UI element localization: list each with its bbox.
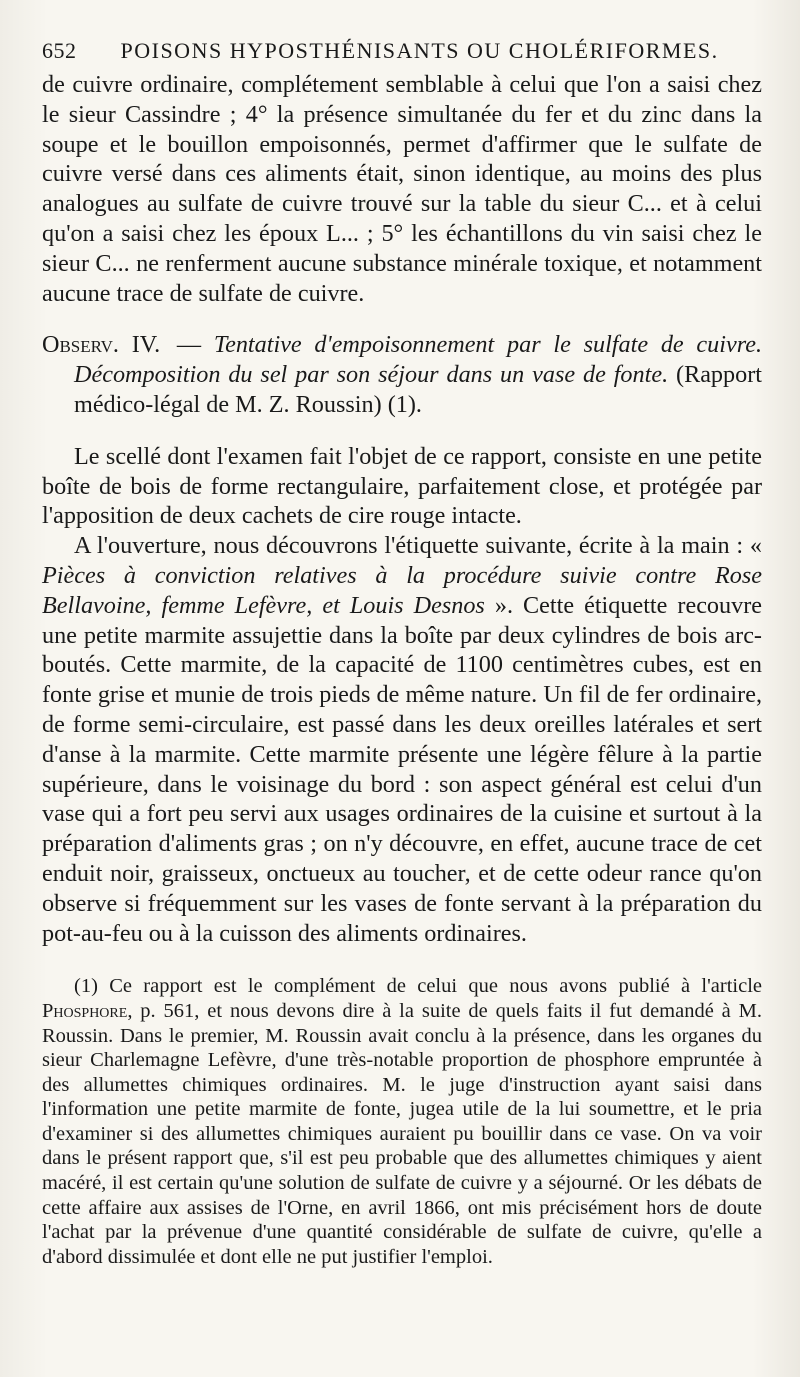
footnote-rest: , p. 561, et nous devons dire à la suite de quels faits il fut demandé à M. Roussin. Dans le premier, M. Roussin avait conclu à la présence, dans les organes du sieur Charlemagne Lefèvre, d'une très-notable proportion de phosphore empruntée à des allumettes chimiques ordinaires. M. le juge d'instruction ayant saisi dans l'information une petite marmite de fonte, jugea utile de la lui soumettre, et le pria d'examiner si des allumettes chimiques auraient pu bouillir dans ce vase. On va voir dans le présent rapport que, s'il est peu probable que des allumettes chimiques y aient macéré, il est certain qu'une solution de sulfate de cuivre y a séjourné. Or les débats de cette affaire aux assises de l'Orne, en avril 1866, ont mis précisément hors de doute l'achat par la prévenue d'une quantité considérable de sulfate de cuivre, qu'elle a d'abord dissimulée et dont elle ne put justifier l'emploi. [42, 999, 762, 1268]
footnote [42, 974, 762, 1269]
page-header [42, 38, 762, 64]
observation-heading [42, 330, 762, 419]
spacer [42, 948, 762, 974]
ouverture-description: ». Cette étiquette recouvre une petite marmite assujettie dans la boîte par deux cylindres de bois arc-boutés. Cette marmite, de la capacité de 1100 centimètres cubes, est en fonte grise et munie de trois pieds de même nature. Un fil de fer ordinaire, de forme semi-circulaire, est passé dans les deux oreilles latérales et sert d'anse à la marmite. Cette marmite présente une légère fêlure à la partie supérieure, dans le voisinage du bord : son aspect général est celui d'un vase qui a fort peu servi aux usages ordinaires de la cuisine et surtout à la préparation d'aliments gras ; on n'y découvre, en effet, aucune trace de cet enduit noir, graisseux, onctueux au toucher, et de cette odeur rance qu'on observe si fréquemment sur les vases de fonte servant à la préparation du pot-au-feu ou à la cuisson des aliments ordinaires. [42, 591, 762, 947]
spacer [42, 308, 762, 330]
observation-source: (Rapport médico-légal de M. Z. Roussin) (1). [74, 361, 762, 418]
observation-dash: — [164, 331, 214, 359]
running-title: POISONS HYPOSTHÉNISANTS OU CHOLÉRIFORMES. [120, 38, 719, 63]
etiquette-quote: Pièces à conviction relatives à la procédure suivie contre Rose Bellavoine, femme Lefèvre, et Louis Desnos [42, 561, 762, 619]
footnote-article-name: Phosphore [42, 999, 128, 1022]
footnote-start: (1) Ce rapport est le complément de celui que nous avons publié à l'article [74, 975, 762, 998]
paragraph-ouverture [42, 531, 762, 948]
observation-title: Tentative d'empoisonnement par le sulfate de cuivre. Décomposition du sel par son séjour dans un vase de fonte. [74, 331, 762, 389]
ouverture-intro: A l'ouverture, nous découvrons l'étiquette suivante, écrite à la main : « [74, 532, 762, 560]
page-number: 652 [42, 38, 77, 63]
observation-label: Observ. IV. [42, 331, 161, 359]
opening-paragraph: de cuivre ordinaire, complétement semblable à celui que l'on a saisi chez le sieur Cassindre ; 4° la présence simultanée du fer et du zinc dans la soupe et le bouillon empoisonnés, permet d'affirmer que le sulfate de cuivre versé dans ces aliments était, sinon identique, au moins des plus analogues au sulfate de cuivre trouvé sur la table du sieur C... et à celui qu'on a saisi chez les époux L... ; 5° les échantillons du vin saisi chez le sieur C... ne renferment aucune substance minérale toxique, et notamment aucune trace de sulfate de cuivre. [42, 71, 762, 307]
spacer [42, 420, 762, 442]
paragraph-scelle: Le scellé dont l'examen fait l'objet de ce rapport, consiste en une petite boîte de bois de forme rectangulaire, parfaitement close, et protégée par l'apposition de deux cachets de cire rouge intacte. [42, 442, 762, 530]
